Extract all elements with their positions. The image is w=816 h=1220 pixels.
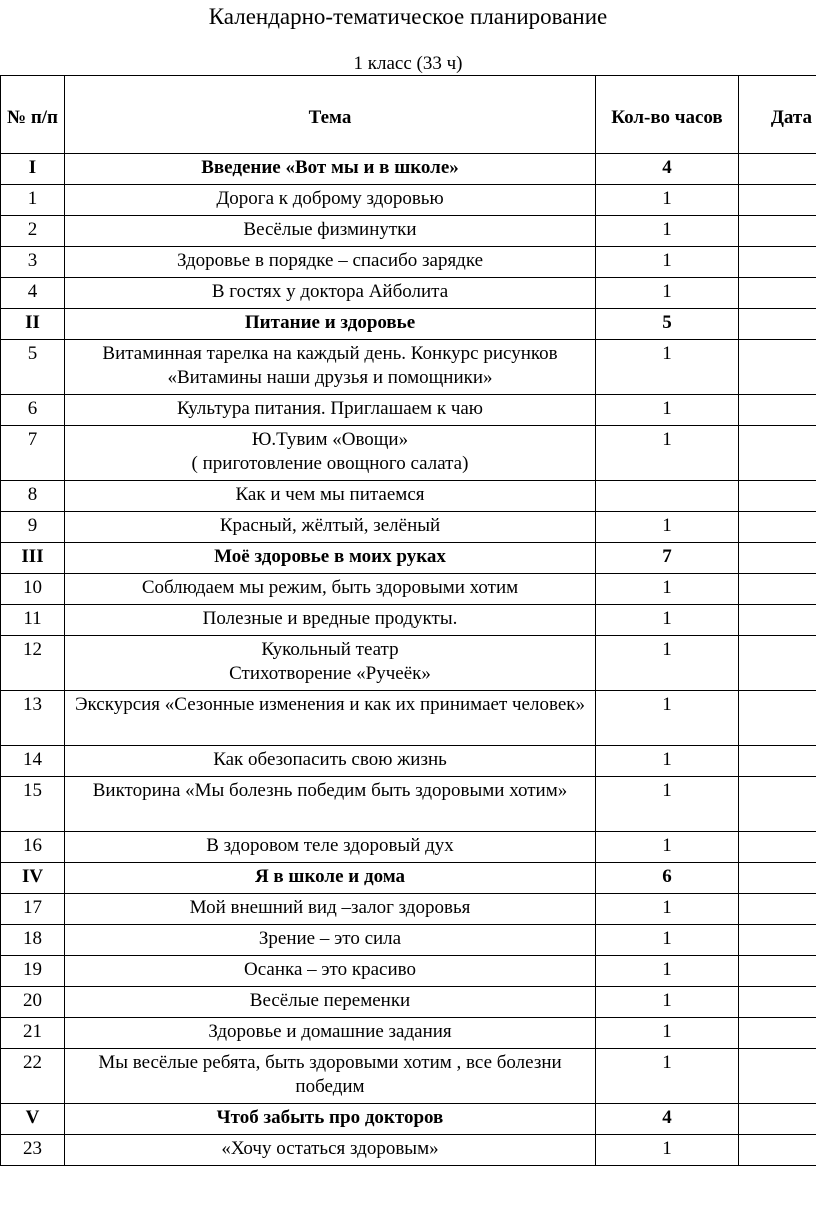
row-date-cell — [739, 777, 816, 832]
table-row — [1, 691, 816, 746]
row-hours-cell: 1 — [596, 925, 739, 956]
row-number-cell: 11 — [1, 605, 65, 636]
row-hours-cell: 1 — [596, 1018, 739, 1049]
row-date-cell — [739, 574, 816, 605]
row-date-cell — [739, 1104, 816, 1135]
table-row — [1, 340, 816, 395]
row-date-cell — [739, 247, 816, 278]
row-number-cell: II — [1, 309, 65, 340]
plan-table — [0, 75, 816, 1166]
row-hours-cell: 1 — [596, 1049, 739, 1104]
row-topic-cell: Дорога к доброму здоровью — [65, 185, 596, 216]
table-row — [1, 925, 816, 956]
row-hours-cell — [596, 481, 739, 512]
table-row — [1, 395, 816, 426]
row-hours-cell: 1 — [596, 340, 739, 395]
row-number-cell: 6 — [1, 395, 65, 426]
row-date-cell — [739, 605, 816, 636]
row-date-cell — [739, 512, 816, 543]
page-title: Календарно-тематическое планирование — [208, 4, 608, 29]
row-date-cell — [739, 987, 816, 1018]
row-hours-cell: 1 — [596, 278, 739, 309]
row-date-cell — [739, 340, 816, 395]
row-hours-cell: 1 — [596, 185, 739, 216]
table-row — [1, 1135, 816, 1166]
row-date-cell — [739, 863, 816, 894]
row-hours-cell: 1 — [596, 395, 739, 426]
row-topic-cell: Как и чем мы питаемся — [65, 481, 596, 512]
row-number-cell: 14 — [1, 746, 65, 777]
row-number-cell: 23 — [1, 1135, 65, 1166]
row-number-cell: 15 — [1, 777, 65, 832]
table-row — [1, 636, 816, 691]
row-date-cell — [739, 185, 816, 216]
table-row — [1, 777, 816, 832]
row-topic-cell: В гостях у доктора Айболита — [65, 278, 596, 309]
row-date-cell — [739, 154, 816, 185]
column-header-hours: Кол-во часов — [596, 76, 739, 154]
row-topic-cell: Экскурсия «Сезонные изменения и как их принимает человек» — [65, 691, 596, 746]
row-date-cell — [739, 1135, 816, 1166]
row-topic-cell: Как обезопасить свою жизнь — [65, 746, 596, 777]
section-row — [1, 1104, 816, 1135]
row-topic-cell: Полезные и вредные продукты. — [65, 605, 596, 636]
row-number-cell: 4 — [1, 278, 65, 309]
table-row — [1, 832, 816, 863]
row-hours-cell: 1 — [596, 636, 739, 691]
row-date-cell — [739, 309, 816, 340]
row-date-cell — [739, 925, 816, 956]
row-hours-cell: 7 — [596, 543, 739, 574]
row-topic-cell: Соблюдаем мы режим, быть здоровыми хотим — [65, 574, 596, 605]
row-number-cell: 18 — [1, 925, 65, 956]
row-topic-cell: Осанка – это красиво — [65, 956, 596, 987]
row-topic-cell: Здоровье в порядке – спасибо зарядке — [65, 247, 596, 278]
row-number-cell: 22 — [1, 1049, 65, 1104]
row-topic-cell: «Хочу остаться здоровым» — [65, 1135, 596, 1166]
row-number-cell: 7 — [1, 426, 65, 481]
row-hours-cell: 1 — [596, 605, 739, 636]
row-number-cell: 16 — [1, 832, 65, 863]
row-topic-cell: Мы весёлые ребята, быть здоровыми хотим , все болезни победим — [65, 1049, 596, 1104]
row-date-cell — [739, 1049, 816, 1104]
table-row — [1, 605, 816, 636]
row-date-cell — [739, 746, 816, 777]
row-number-cell: III — [1, 543, 65, 574]
row-hours-cell: 1 — [596, 512, 739, 543]
row-number-cell: 3 — [1, 247, 65, 278]
row-topic-cell: Красный, жёлтый, зелёный — [65, 512, 596, 543]
row-topic-cell: Моё здоровье в моих руках — [65, 543, 596, 574]
row-hours-cell: 6 — [596, 863, 739, 894]
row-topic-cell: В здоровом теле здоровый дух — [65, 832, 596, 863]
row-number-cell: 17 — [1, 894, 65, 925]
row-number-cell: 1 — [1, 185, 65, 216]
row-date-cell — [739, 543, 816, 574]
row-topic-cell: Витаминная тарелка на каждый день. Конкурс рисунков «Витамины наши друзья и помощники» — [65, 340, 596, 395]
row-date-cell — [739, 216, 816, 247]
row-topic-cell: Питание и здоровье — [65, 309, 596, 340]
row-hours-cell: 1 — [596, 574, 739, 605]
row-number-cell: 5 — [1, 340, 65, 395]
row-number-cell: 12 — [1, 636, 65, 691]
row-hours-cell: 1 — [596, 987, 739, 1018]
table-row — [1, 894, 816, 925]
row-number-cell: IV — [1, 863, 65, 894]
row-number-cell: 19 — [1, 956, 65, 987]
row-topic-cell: Введение «Вот мы и в школе» — [65, 154, 596, 185]
row-date-cell — [739, 278, 816, 309]
table-row — [1, 1018, 816, 1049]
row-topic-cell: Весёлые переменки — [65, 987, 596, 1018]
row-topic-cell: Викторина «Мы болезнь победим быть здоровыми хотим» — [65, 777, 596, 832]
row-hours-cell: 1 — [596, 832, 739, 863]
table-row — [1, 481, 816, 512]
row-hours-cell: 4 — [596, 154, 739, 185]
row-date-cell — [739, 894, 816, 925]
row-date-cell — [739, 691, 816, 746]
row-topic-cell: Кукольный театр Стихотворение «Ручеёк» — [65, 636, 596, 691]
row-hours-cell: 1 — [596, 216, 739, 247]
row-number-cell: V — [1, 1104, 65, 1135]
table-row — [1, 987, 816, 1018]
row-hours-cell: 1 — [596, 691, 739, 746]
row-date-cell — [739, 832, 816, 863]
row-topic-cell: Я в школе и дома — [65, 863, 596, 894]
section-row — [1, 154, 816, 185]
table-row — [1, 426, 816, 481]
table-row — [1, 1049, 816, 1104]
row-date-cell — [739, 956, 816, 987]
section-row — [1, 863, 816, 894]
page-subtitle: 1 класс (33 ч) — [353, 53, 463, 74]
row-number-cell: 20 — [1, 987, 65, 1018]
row-date-cell — [739, 426, 816, 481]
table-row — [1, 956, 816, 987]
row-number-cell: 9 — [1, 512, 65, 543]
table-row — [1, 574, 816, 605]
row-number-cell: 8 — [1, 481, 65, 512]
row-hours-cell: 1 — [596, 1135, 739, 1166]
table-row — [1, 247, 816, 278]
row-hours-cell: 1 — [596, 777, 739, 832]
row-topic-cell: Весёлые физминутки — [65, 216, 596, 247]
row-hours-cell: 5 — [596, 309, 739, 340]
row-date-cell — [739, 1018, 816, 1049]
row-date-cell — [739, 481, 816, 512]
row-number-cell: I — [1, 154, 65, 185]
column-header-topic: Тема — [65, 76, 596, 154]
row-topic-cell: Чтоб забыть про докторов — [65, 1104, 596, 1135]
row-topic-cell: Здоровье и домашние задания — [65, 1018, 596, 1049]
plan-table-body — [1, 154, 816, 1166]
table-row — [1, 746, 816, 777]
table-row — [1, 512, 816, 543]
row-hours-cell: 4 — [596, 1104, 739, 1135]
row-number-cell: 21 — [1, 1018, 65, 1049]
row-number-cell: 10 — [1, 574, 65, 605]
column-header-date: Дата — [739, 76, 816, 154]
table-row — [1, 185, 816, 216]
row-topic-cell: Ю.Тувим «Овощи» ( приготовление овощного салата) — [65, 426, 596, 481]
table-row — [1, 278, 816, 309]
row-hours-cell: 1 — [596, 247, 739, 278]
row-number-cell: 13 — [1, 691, 65, 746]
row-hours-cell: 1 — [596, 956, 739, 987]
row-topic-cell: Культура питания. Приглашаем к чаю — [65, 395, 596, 426]
column-header-num: № п/п — [1, 76, 65, 154]
row-hours-cell: 1 — [596, 746, 739, 777]
row-topic-cell: Мой внешний вид –залог здоровья — [65, 894, 596, 925]
row-date-cell — [739, 395, 816, 426]
row-hours-cell: 1 — [596, 426, 739, 481]
row-topic-cell: Зрение – это сила — [65, 925, 596, 956]
section-row — [1, 543, 816, 574]
row-number-cell: 2 — [1, 216, 65, 247]
table-header-row — [1, 76, 816, 154]
row-date-cell — [739, 636, 816, 691]
table-row — [1, 216, 816, 247]
section-row — [1, 309, 816, 340]
row-hours-cell: 1 — [596, 894, 739, 925]
